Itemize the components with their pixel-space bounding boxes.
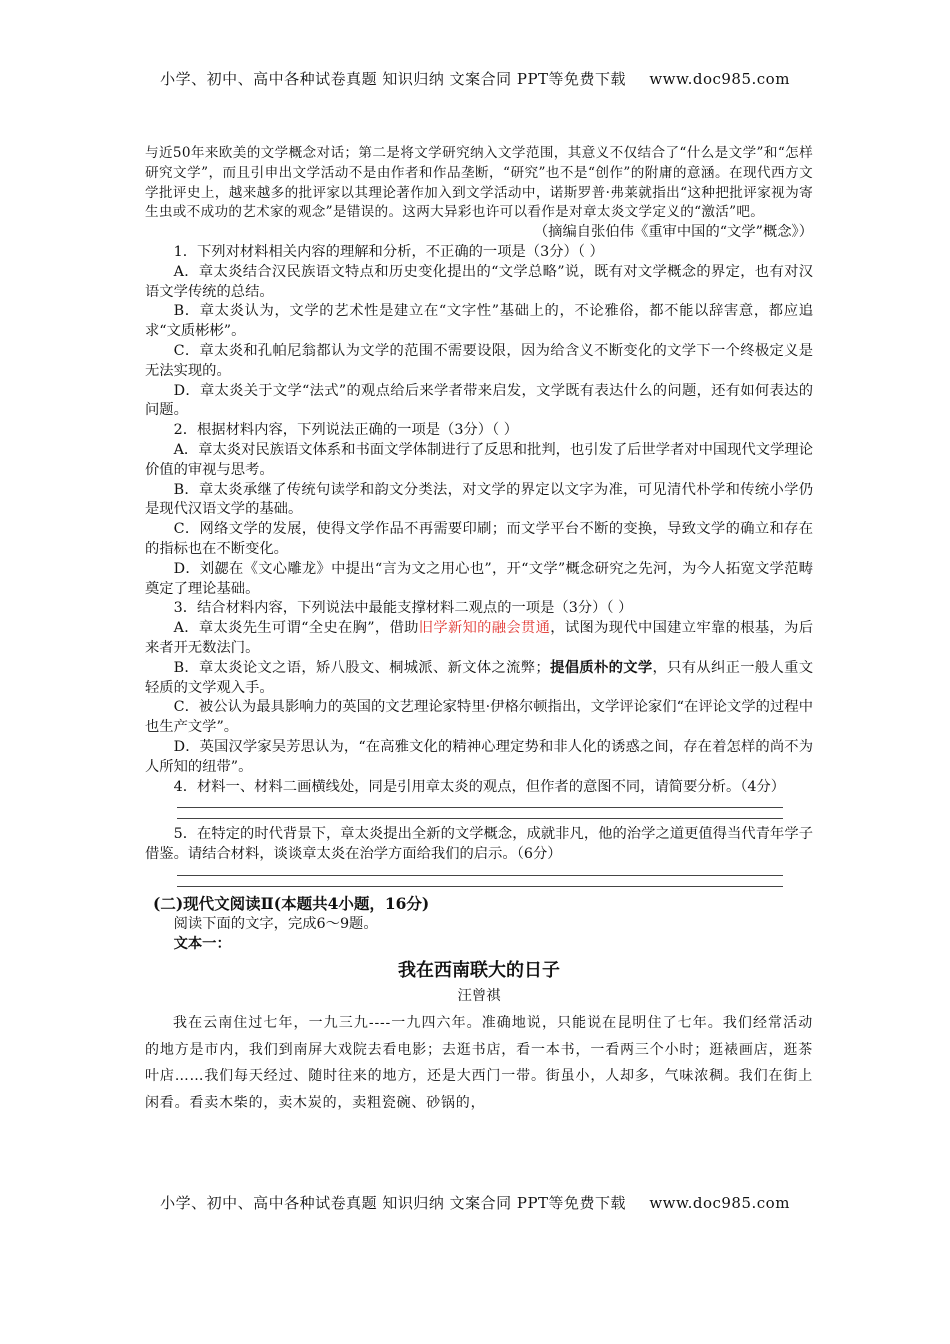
header-text: 小学、初中、高中各种试卷真题 知识归纳 文案合同 PPT等免费下载 [160,70,627,88]
page-header [0,68,950,89]
source-citation: （摘编自张伯伟《重审中国的“文学”概念》） [533,224,813,241]
article-title: 我在西南联大的日子 [398,960,560,982]
question-1-option-a: A．章太炎结合汉民族语文特点和历史变化提出的“文学总略”说，既有对文学概念的界定，也有对汉语文学传统的总结。 [145,263,813,300]
question-1-option-d: D．章太炎关于文学“法式”的观点给后来学者带来启发，文学既有表达什么的问题，还有如何表达的问题。 [145,382,813,419]
intro-paragraph: 与近50年来欧美的文学概念对话；第二是将文学研究纳入文学范围，其意义不仅结合了“什么是文学”和“怎样研究文学”，而且引申出文学活动不是由作者和作品垄断，“研究”也不是“创作”的附庸的意涵。在现代西方文学批评史上，越来越多的批评家以其理论著作加入到文学活动中，诺斯罗普·弗莱就指出“这种把批评家视为寄生虫或不成功的艺术家的观念”是错误的。这两大异彩也许可以看作是对章太炎文学定义的“激活”吧。 [145,145,813,221]
header-url[interactable]: www.doc985.com [649,70,790,88]
answer-line[interactable] [177,797,783,808]
section-heading: (二)现代文阅读Ⅱ(本题共4小题，16分) [153,893,430,913]
question-2-option-d: D．刘勰在《文心雕龙》中提出“言为文之用心也”，开“文学”概念研究之先河，为今人拓宽文学范畴奠定了理论基础。 [145,560,813,597]
question-3-stem: 3．结合材料内容，下列说法中最能支撑材料二观点的一项是（3分）（ ） [173,600,633,617]
question-2-option-a: A．章太炎对民族语文体系和书面文学体制进行了反思和批判，也引发了后世学者对中国现代文学理论价值的审视与思考。 [145,441,813,478]
page-footer [0,1192,950,1213]
q3a-post: ，试图为现代中国建立牢靠的根基，为后来者开无数法门。 [145,620,814,656]
q3a-pre: A．章太炎先生可谓“全史在胸”，借助 [173,620,419,637]
q3a-highlight: 旧学新知的融会贯通 [418,620,551,637]
question-1-option-b: B．章太炎认为，文学的艺术性是建立在“文字性”基础上的，不论雅俗，都不能以辞害意，都应追求“文质彬彬”。 [145,303,813,340]
q3b-post: ，只有从纠正一般人重文轻质的文学观入手。 [145,659,814,696]
question-2-option-c: C．网络文学的发展，使得文学作品不再需要印刷；而文学平台不断的变换，导致文学的确立和存在的指标也在不断变化。 [145,521,813,557]
footer-text: 小学、初中、高中各种试卷真题 知识归纳 文案合同 PPT等免费下载 [160,1194,627,1212]
question-1-option-c: C．章太炎和孔帕尼翁都认为文学的范围不需要设限，因为给含义不断变化的文学下一个终极定义是无法实现的。 [145,342,813,379]
question-3-option-d: D．英国汉学家吴芳思认为，“在高雅文化的精神心理定势和非人化的诱惑之间，存在着怎样的尚不为人所知的纽带”。 [145,738,813,775]
document-body [145,144,813,1116]
question-3-option-a [145,619,813,659]
question-2-stem: 2．根据材料内容，下列说法正确的一项是（3分）（ ） [173,422,519,439]
question-2-option-b: B．章太炎承继了传统句读学和韵文分类法，对文学的界定以文字为准，可见清代朴学和传统小学仍是现代汉语文学的基础。 [145,481,813,518]
section-instruction: 阅读下面的文字，完成6～9题。 [173,915,378,932]
q3b-bold: 提倡质朴的文学 [549,659,653,676]
question-4-stem: 4．材料一、材料二画横线处，同是引用章太炎的观点，但作者的意图不同，请简要分析。（4分） [173,778,786,795]
answer-line[interactable] [177,876,783,887]
answer-line[interactable] [177,808,783,819]
footer-url[interactable]: www.doc985.com [649,1194,790,1212]
question-3-option-c: C．被公认为最具影响力的英国的文艺理论家特里·伊格尔顿指出，文学评论家们“在评论文学的过程中也生产文学”。 [145,699,813,736]
question-5-stem: 5．在特定的时代背景下，章太炎提出全新的文学概念，成就非凡，他的治学之道更值得当代青年学子借鉴。请结合材料，谈谈章太炎在治学方面给我们的启示。（6分） [145,826,813,863]
q3b-pre: B．章太炎论文之语，矫八股文、桐城派、新文体之流弊； [173,659,550,676]
answer-line[interactable] [177,865,783,876]
question-1-stem: 1．下列对材料相关内容的理解和分析，不正确的一项是（3分）（ ） [173,243,604,260]
text-label: 文本一： [173,935,231,952]
article-paragraph: 我在云南住过七年，一九三九----一九四六年。准确地说，只能说在昆明住了七年。我们经常活动的地方是市内，我们到南屏大戏院去看电影；去逛书店，看一本书，一看两三个小时；逛裱画店，逛茶叶店……我们每天经过、随时往来的地方，还是大西门一带。街虽小，人却多，气味浓稠。我们在街上闲看。看卖木柴的，卖木炭的，卖粗瓷碗、砂锅的， [145,1015,813,1111]
article-author: 汪曾祺 [457,988,501,1005]
question-3-option-b [145,659,813,699]
